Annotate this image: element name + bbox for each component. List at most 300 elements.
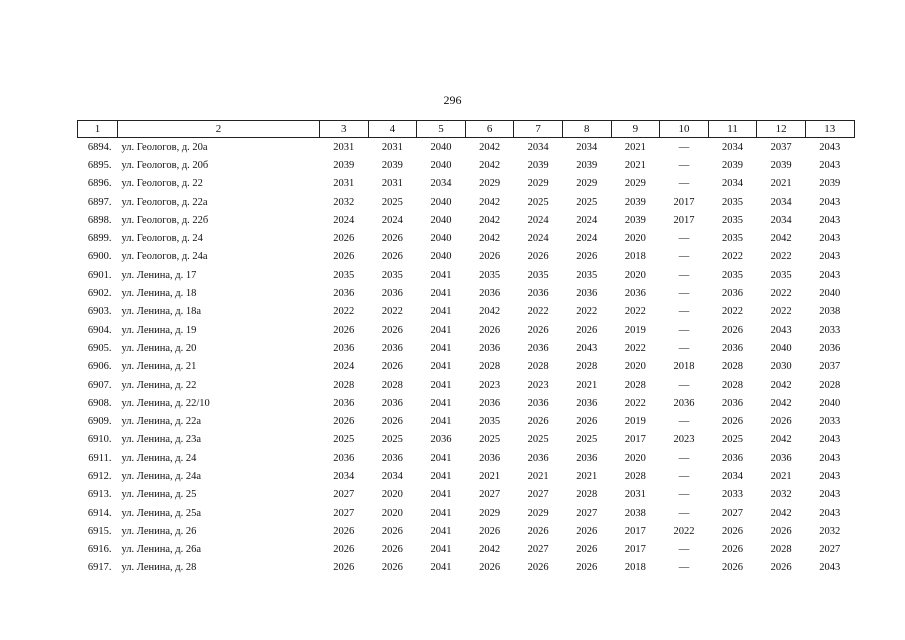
year-cell: 2026 [381, 562, 403, 574]
row-number: 6897. [87, 196, 112, 208]
year-cell: 2043 [770, 324, 792, 336]
row-number: 6901. [87, 269, 112, 281]
year-cell: 2027 [333, 489, 355, 501]
year-cell: 2035 [527, 269, 549, 281]
row-number: 6908. [87, 397, 112, 409]
year-cell: 2041 [430, 397, 452, 409]
year-cell: 2026 [770, 562, 792, 574]
year-cell: 2028 [722, 379, 744, 391]
year-cell: 2026 [527, 562, 549, 574]
year-cell: 2028 [381, 379, 403, 391]
year-cell: 2035 [722, 214, 744, 226]
year-cell: 2031 [381, 141, 403, 153]
row-number: 6912. [87, 470, 112, 482]
row-number: 6907. [87, 379, 112, 391]
year-cell: 2026 [770, 525, 792, 537]
year-cell: 2028 [624, 379, 646, 391]
year-cell: 2041 [430, 525, 452, 537]
year-cell: 2036 [479, 342, 501, 354]
year-cell: 2021 [479, 470, 501, 482]
year-cell: 2031 [333, 178, 355, 190]
table-row [78, 321, 855, 339]
year-cell: 2026 [381, 324, 403, 336]
year-cell: 2032 [333, 196, 355, 208]
year-cell: 2026 [333, 544, 355, 556]
year-cell: 2035 [722, 233, 744, 245]
year-cell: 2017 [673, 196, 695, 208]
year-cell: 2041 [430, 324, 452, 336]
year-cell: 2043 [819, 196, 841, 208]
year-cell: 2036 [770, 452, 792, 464]
year-cell: 2021 [527, 470, 549, 482]
year-cell: 2018 [624, 562, 646, 574]
year-cell: 2026 [333, 324, 355, 336]
year-cell: 2041 [430, 416, 452, 428]
year-cell: 2029 [576, 178, 598, 190]
address-cell: ул. Ленина, д. 22а [121, 416, 202, 428]
year-cell: — [678, 489, 690, 501]
year-cell: 2040 [430, 251, 452, 263]
year-cell: 2041 [430, 379, 452, 391]
year-cell: — [678, 562, 690, 574]
year-cell: — [678, 507, 690, 519]
year-cell: 2036 [722, 397, 744, 409]
year-cell: 2026 [576, 324, 598, 336]
year-cell: 2036 [576, 288, 598, 300]
address-cell: ул. Ленина, д. 22/10 [121, 397, 210, 409]
table-row [78, 229, 855, 247]
year-cell: 2042 [479, 141, 501, 153]
year-cell: 2020 [624, 269, 646, 281]
year-cell: — [678, 269, 690, 281]
year-cell: 2030 [770, 361, 792, 373]
year-cell: 2034 [770, 196, 792, 208]
year-cell: 2034 [722, 470, 744, 482]
row-number: 6916. [87, 544, 112, 556]
year-cell: 2043 [819, 233, 841, 245]
year-cell: 2026 [527, 416, 549, 428]
year-cell: 2025 [381, 196, 403, 208]
table-row [78, 486, 855, 504]
address-cell: ул. Геологов, д. 24а [121, 251, 208, 263]
year-cell: 2036 [722, 288, 744, 300]
year-cell: 2026 [722, 544, 744, 556]
year-cell: 2028 [624, 470, 646, 482]
address-cell: ул. Ленина, д. 18 [121, 288, 197, 300]
row-number: 6909. [87, 416, 112, 428]
column-header-1: 1 [78, 121, 118, 138]
year-cell: 2042 [770, 397, 792, 409]
table-row [78, 138, 855, 157]
year-cell: 2039 [576, 159, 598, 171]
year-cell: 2035 [722, 269, 744, 281]
year-cell: 2036 [479, 288, 501, 300]
year-cell: 2028 [576, 361, 598, 373]
column-header-13: 13 [805, 121, 854, 138]
year-cell: 2023 [673, 434, 695, 446]
year-cell: 2029 [624, 178, 646, 190]
year-cell: 2037 [770, 141, 792, 153]
table-body [78, 138, 855, 578]
year-cell: 2022 [333, 306, 355, 318]
row-number: 6895. [87, 159, 112, 171]
year-cell: 2026 [722, 562, 744, 574]
year-cell: 2026 [527, 525, 549, 537]
year-cell: 2023 [527, 379, 549, 391]
year-cell: 2022 [527, 306, 549, 318]
column-header-10: 10 [660, 121, 709, 138]
year-cell: 2042 [479, 159, 501, 171]
year-cell: 2020 [624, 361, 646, 373]
row-number: 6900. [87, 251, 112, 263]
year-cell: 2039 [624, 196, 646, 208]
row-number: 6898. [87, 214, 112, 226]
year-cell: 2036 [479, 452, 501, 464]
row-number: 6902. [87, 288, 112, 300]
year-cell: 2041 [430, 562, 452, 574]
year-cell: 2025 [381, 434, 403, 446]
row-number: 6896. [87, 178, 112, 190]
year-cell: 2026 [333, 416, 355, 428]
column-header-7: 7 [514, 121, 563, 138]
year-cell: 2042 [479, 306, 501, 318]
year-cell: 2042 [770, 507, 792, 519]
year-cell: 2036 [722, 452, 744, 464]
year-cell: 2041 [430, 306, 452, 318]
table-row [78, 193, 855, 211]
year-cell: 2021 [576, 470, 598, 482]
address-cell: ул. Геологов, д. 20б [121, 159, 209, 171]
year-cell: 2036 [722, 342, 744, 354]
year-cell: 2025 [527, 434, 549, 446]
year-cell: 2042 [770, 379, 792, 391]
year-cell: 2043 [819, 269, 841, 281]
year-cell: 2026 [527, 324, 549, 336]
year-cell: 2020 [381, 507, 403, 519]
address-cell: ул. Ленина, д. 18а [121, 306, 202, 318]
year-cell: 2022 [770, 288, 792, 300]
year-cell: 2026 [381, 416, 403, 428]
year-cell: 2035 [479, 269, 501, 281]
year-cell: — [678, 288, 690, 300]
year-cell: 2027 [576, 507, 598, 519]
address-cell: ул. Ленина, д. 19 [121, 324, 197, 336]
address-cell: ул. Геологов, д. 24 [121, 233, 203, 245]
year-cell: 2022 [722, 306, 744, 318]
year-cell: 2026 [479, 251, 501, 263]
row-number: 6899. [87, 233, 112, 245]
address-cell: ул. Ленина, д. 26 [121, 525, 197, 537]
year-cell: 2026 [479, 525, 501, 537]
address-cell: ул. Геологов, д. 22 [121, 178, 203, 190]
year-cell: 2022 [624, 306, 646, 318]
year-cell: 2036 [527, 452, 549, 464]
year-cell: 2035 [722, 196, 744, 208]
year-cell: 2035 [479, 416, 501, 428]
year-cell: 2018 [624, 251, 646, 263]
year-cell: 2034 [722, 178, 744, 190]
data-table [77, 120, 855, 577]
year-cell: 2021 [576, 379, 598, 391]
column-header-2: 2 [118, 121, 320, 138]
year-cell: 2033 [819, 324, 841, 336]
year-cell: 2043 [819, 214, 841, 226]
year-cell: 2026 [333, 233, 355, 245]
year-cell: 2026 [333, 525, 355, 537]
year-cell: 2032 [819, 525, 841, 537]
year-cell: 2017 [624, 434, 646, 446]
year-cell: 2026 [576, 251, 598, 263]
year-cell: 2025 [527, 196, 549, 208]
year-cell: 2042 [479, 196, 501, 208]
year-cell: 2039 [381, 159, 403, 171]
year-cell: 2038 [624, 507, 646, 519]
year-cell: — [678, 233, 690, 245]
year-cell: 2023 [479, 379, 501, 391]
table-row [78, 412, 855, 430]
year-cell: 2043 [819, 562, 841, 574]
year-cell: 2022 [624, 397, 646, 409]
year-cell: 2021 [624, 141, 646, 153]
year-cell: 2027 [819, 544, 841, 556]
year-cell: 2028 [576, 489, 598, 501]
year-cell: 2041 [430, 489, 452, 501]
year-cell: 2022 [576, 306, 598, 318]
year-cell: 2034 [381, 470, 403, 482]
year-cell: 2036 [527, 288, 549, 300]
year-cell: 2024 [381, 214, 403, 226]
year-cell: 2036 [527, 342, 549, 354]
page-number: 296 [443, 93, 462, 107]
column-header-11: 11 [708, 121, 757, 138]
year-cell: 2043 [819, 470, 841, 482]
year-cell: 2022 [770, 306, 792, 318]
year-cell: 2022 [624, 342, 646, 354]
year-cell: 2027 [479, 489, 501, 501]
year-cell: 2026 [333, 562, 355, 574]
year-cell: 2024 [576, 214, 598, 226]
year-cell: 2021 [770, 470, 792, 482]
table-header [78, 121, 855, 138]
column-header-5: 5 [417, 121, 466, 138]
year-cell: 2028 [819, 379, 841, 391]
year-cell: 2036 [381, 342, 403, 354]
year-cell: 2031 [381, 178, 403, 190]
year-cell: 2043 [819, 489, 841, 501]
year-cell: 2033 [722, 489, 744, 501]
year-cell: — [678, 159, 690, 171]
year-cell: — [678, 178, 690, 190]
address-cell: ул. Ленина, д. 23а [121, 434, 202, 446]
year-cell: 2026 [722, 324, 744, 336]
year-cell: 2034 [333, 470, 355, 482]
year-cell: 2041 [430, 544, 452, 556]
table-row [78, 522, 855, 540]
year-cell: 2027 [527, 544, 549, 556]
year-cell: 2037 [819, 361, 841, 373]
year-cell: 2026 [576, 416, 598, 428]
row-number: 6913. [87, 489, 112, 501]
year-cell: 2028 [722, 361, 744, 373]
year-cell: 2025 [333, 434, 355, 446]
year-cell: 2028 [527, 361, 549, 373]
year-cell: 2036 [430, 434, 452, 446]
year-cell: 2033 [819, 416, 841, 428]
address-cell: ул. Ленина, д. 24 [121, 452, 197, 464]
year-cell: 2026 [527, 251, 549, 263]
year-cell: 2040 [770, 342, 792, 354]
year-cell: 2026 [576, 525, 598, 537]
table-row [78, 541, 855, 559]
year-cell: 2042 [479, 233, 501, 245]
year-cell: 2028 [479, 361, 501, 373]
column-header-9: 9 [611, 121, 660, 138]
row-number: 6894. [87, 141, 112, 153]
year-cell: 2042 [770, 233, 792, 245]
year-cell: 2041 [430, 507, 452, 519]
year-cell: 2040 [819, 288, 841, 300]
year-cell: 2022 [770, 251, 792, 263]
year-cell: 2036 [381, 397, 403, 409]
year-cell: — [678, 251, 690, 263]
year-cell: 2035 [576, 269, 598, 281]
year-cell: 2026 [381, 361, 403, 373]
header-row [78, 121, 855, 138]
year-cell: 2026 [479, 562, 501, 574]
year-cell: 2028 [333, 379, 355, 391]
year-cell: 2026 [770, 416, 792, 428]
year-cell: 2020 [624, 452, 646, 464]
year-cell: 2036 [527, 397, 549, 409]
year-cell: — [678, 141, 690, 153]
year-cell: 2036 [624, 288, 646, 300]
table-row [78, 504, 855, 522]
address-cell: ул. Ленина, д. 24а [121, 470, 202, 482]
column-header-6: 6 [465, 121, 514, 138]
year-cell: 2035 [770, 269, 792, 281]
year-cell: — [678, 544, 690, 556]
year-cell: 2021 [770, 178, 792, 190]
year-cell: 2040 [430, 141, 452, 153]
table-row [78, 211, 855, 229]
column-header-3: 3 [320, 121, 369, 138]
year-cell: 2036 [819, 342, 841, 354]
year-cell: 2043 [819, 251, 841, 263]
table-row [78, 358, 855, 376]
table-row [78, 394, 855, 412]
year-cell: 2021 [624, 159, 646, 171]
year-cell: 2027 [527, 489, 549, 501]
year-cell: 2043 [819, 452, 841, 464]
address-cell: ул. Геологов, д. 20а [121, 141, 208, 153]
row-number: 6911. [88, 452, 112, 464]
year-cell: 2036 [333, 452, 355, 464]
table-row [78, 339, 855, 357]
year-cell: 2026 [333, 251, 355, 263]
year-cell: 2040 [819, 397, 841, 409]
table-row [78, 175, 855, 193]
year-cell: 2024 [527, 214, 549, 226]
row-number: 6917. [87, 562, 112, 574]
year-cell: 2036 [381, 452, 403, 464]
year-cell: 2024 [576, 233, 598, 245]
year-cell: 2028 [770, 544, 792, 556]
year-cell: 2026 [576, 562, 598, 574]
year-cell: 2039 [527, 159, 549, 171]
row-number: 6910. [87, 434, 112, 446]
year-cell: 2041 [430, 361, 452, 373]
year-cell: 2036 [479, 397, 501, 409]
address-cell: ул. Ленина, д. 26а [121, 544, 202, 556]
year-cell: 2041 [430, 269, 452, 281]
year-cell: — [678, 452, 690, 464]
year-cell: 2039 [722, 159, 744, 171]
year-cell: 2029 [479, 507, 501, 519]
year-cell: 2022 [722, 251, 744, 263]
year-cell: 2036 [576, 397, 598, 409]
year-cell: — [678, 379, 690, 391]
row-number: 6905. [87, 342, 112, 354]
year-cell: 2041 [430, 342, 452, 354]
year-cell: 2026 [381, 525, 403, 537]
row-number: 6903. [87, 306, 112, 318]
year-cell: 2039 [624, 214, 646, 226]
year-cell: 2026 [381, 251, 403, 263]
year-cell: 2043 [576, 342, 598, 354]
year-cell: 2043 [819, 159, 841, 171]
year-cell: 2032 [770, 489, 792, 501]
year-cell: — [678, 306, 690, 318]
address-cell: ул. Ленина, д. 21 [121, 361, 197, 373]
year-cell: 2043 [819, 141, 841, 153]
year-cell: 2041 [430, 470, 452, 482]
year-cell: 2040 [430, 159, 452, 171]
address-cell: ул. Ленина, д. 25а [121, 507, 202, 519]
year-cell: 2036 [381, 288, 403, 300]
year-cell: 2026 [576, 544, 598, 556]
address-cell: ул. Геологов, д. 22а [121, 196, 208, 208]
year-cell: 2025 [576, 196, 598, 208]
year-cell: 2022 [673, 525, 695, 537]
year-cell: 2018 [673, 361, 695, 373]
year-cell: — [678, 342, 690, 354]
year-cell: 2035 [381, 269, 403, 281]
year-cell: 2024 [333, 361, 355, 373]
column-header-8: 8 [562, 121, 611, 138]
table-row [78, 303, 855, 321]
year-cell: 2039 [770, 159, 792, 171]
table-row [78, 467, 855, 485]
year-cell: 2020 [381, 489, 403, 501]
year-cell: — [678, 324, 690, 336]
year-cell: 2017 [624, 525, 646, 537]
year-cell: 2026 [722, 525, 744, 537]
year-cell: 2038 [819, 306, 841, 318]
year-cell: 2034 [430, 178, 452, 190]
table-row [78, 376, 855, 394]
column-header-12: 12 [757, 121, 806, 138]
year-cell: 2029 [527, 178, 549, 190]
row-number: 6906. [87, 361, 112, 373]
year-cell: 2025 [722, 434, 744, 446]
year-cell: 2034 [576, 141, 598, 153]
year-cell: 2027 [333, 507, 355, 519]
year-cell: 2042 [479, 214, 501, 226]
year-cell: 2017 [624, 544, 646, 556]
year-cell: 2034 [722, 141, 744, 153]
year-cell: 2026 [381, 233, 403, 245]
year-cell: 2040 [430, 233, 452, 245]
